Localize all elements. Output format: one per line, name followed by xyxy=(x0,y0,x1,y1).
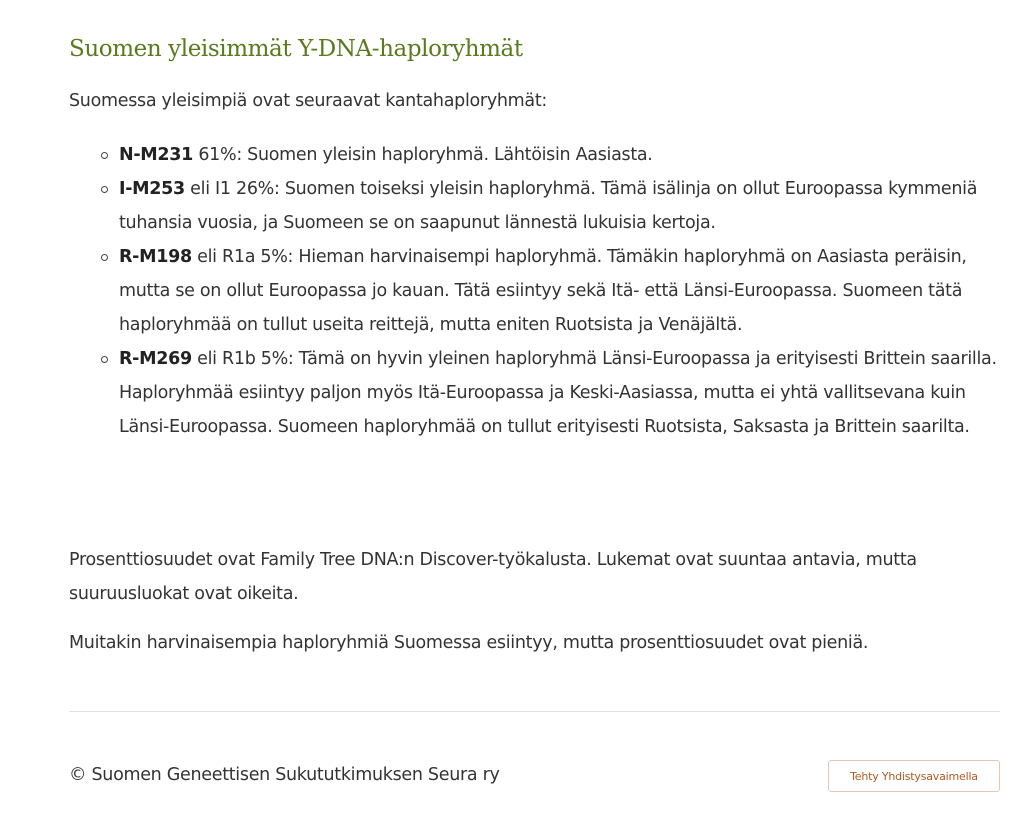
intro-paragraph: Suomessa yleisimpiä ovat seuraavat kantahaploryhmät: xyxy=(69,91,547,111)
haplogroup-description: 61%: Suomen yleisin haploryhmä. Lähtöisin Aasiasta. xyxy=(193,145,653,165)
list-item xyxy=(119,172,999,240)
source-note: Prosenttiosuudet ovat Family Tree DNA:n Discover-työkalusta. Lukemat ovat suuntaa antavia, mutta suuruusluokat ovat oikeita. xyxy=(69,550,917,604)
haplogroup-name: N-M231 xyxy=(119,145,194,165)
haplogroup-description: eli I1 26%: Suomen toiseksi yleisin haploryhmä. Tämä isälinja on ollut Euroopassa kymmeniä tuhansia vuosia, ja Suomeen se on saapunut lännestä lukuisia kertoja. xyxy=(119,179,978,233)
list-item xyxy=(119,240,999,342)
section-heading: Suomen yleisimmät Y-DNA-haploryhmät xyxy=(69,36,523,62)
list-item xyxy=(119,342,999,444)
footer-divider xyxy=(69,711,1000,712)
haplogroup-name: R-M198 xyxy=(119,247,192,267)
haplogroup-description: eli R1b 5%: Tämä on hyvin yleinen haploryhmä Länsi-Euroopassa ja erityisesti Brittein saarilla. Haploryhmää esiintyy paljon myös Itä-Euroopassa ja Keski-Aasiassa, mutta ei yhtä vallitsevana kuin Länsi-Euroopassa. Suomeen haploryhmää on tullut erityisesti Ruotsista, Saksasta ja Brittein saarilta. xyxy=(119,349,997,437)
haplogroup-description: eli R1a 5%: Hieman harvinaisempi haploryhmä. Tämäkin haploryhmä on Aasiasta peräisin, mutta se on ollut Euroopassa jo kauan. Tätä esiintyy sekä Itä- että Länsi-Euroopassa. Suomeen tätä haploryhmää on tullut useita reittejä, mutta eniten Ruotsista ja Venäjältä. xyxy=(119,247,967,335)
haplogroup-name: R-M269 xyxy=(119,349,192,369)
haplogroup-list xyxy=(119,138,999,444)
footer-copyright: © Suomen Geneettisen Sukututkimuksen Seura ry xyxy=(69,765,500,785)
yhdistysavain-badge-link[interactable]: Tehty Yhdistysavaimella xyxy=(828,760,1000,792)
rare-groups-note: Muitakin harvinaisempia haploryhmiä Suomessa esiintyy, mutta prosenttiosuudet ovat pieniä. xyxy=(69,633,869,653)
haplogroup-name: I-M253 xyxy=(119,179,185,199)
list-item xyxy=(119,138,999,172)
